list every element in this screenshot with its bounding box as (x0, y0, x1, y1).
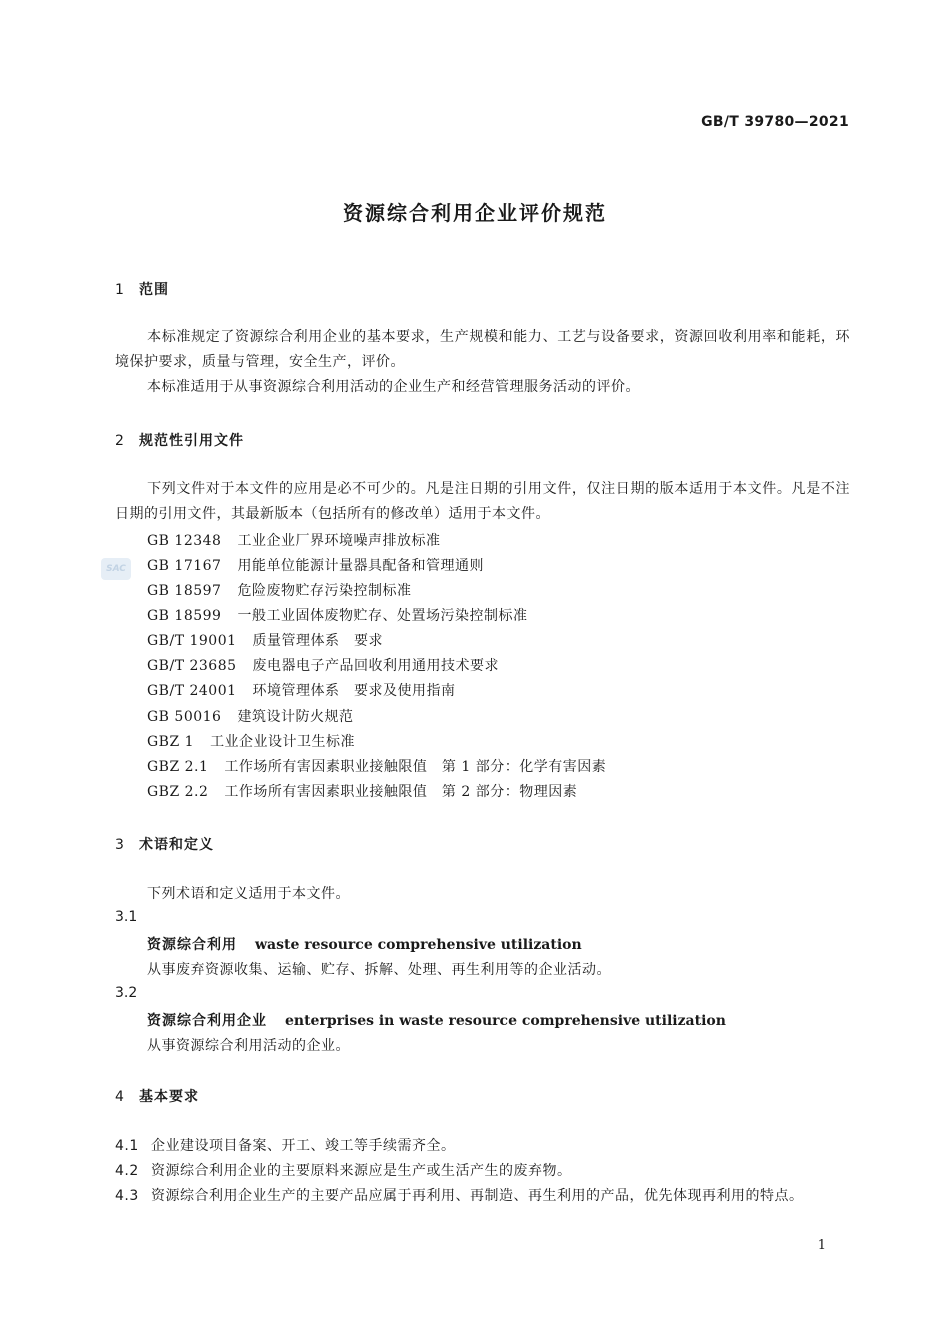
section-3-intro: 下列术语和定义适用于本文件。 (147, 886, 350, 902)
section-1-paragraph-2 (115, 375, 850, 400)
reference-item (147, 706, 353, 726)
clause-number: 4.2 (115, 1163, 139, 1179)
reference-item (147, 530, 440, 550)
term-english: enterprises in waste resource comprehensive utilization (285, 1013, 726, 1029)
section-3-heading (115, 834, 214, 854)
section-title: 基本要求 (139, 1089, 199, 1105)
section-number: 2 (115, 433, 125, 449)
sac-watermark: SAC (101, 558, 131, 580)
section-number: 3 (115, 837, 125, 853)
reference-code: GBZ 1 (147, 734, 195, 750)
reference-code: GBZ 2.2 (147, 784, 209, 800)
reference-item (147, 680, 456, 700)
paragraph-text: 本标准规定了资源综合利用企业的基本要求，生产规模和能力、工艺与设备要求，资源回收利用率和能耗，环境保护要求，质量与管理，安全生产，评价。 (115, 329, 850, 370)
reference-item (147, 630, 383, 650)
section-title: 规范性引用文件 (139, 433, 244, 449)
term-definition: 从事资源综合利用活动的企业。 (147, 1038, 350, 1054)
section-title: 术语和定义 (139, 837, 214, 853)
section-title: 范围 (139, 282, 169, 298)
term-entry (147, 934, 582, 954)
reference-code: GB 17167 (147, 558, 222, 574)
term-definition: 从事废弃资源收集、运输、贮存、拆解、处理、再生利用等的企业活动。 (147, 962, 611, 978)
term-chinese: 资源综合利用企业 (147, 1013, 267, 1029)
term-english: waste resource comprehensive utilization (255, 937, 582, 953)
standard-number: GB/T 39780—2021 (701, 114, 849, 130)
section-1-heading (115, 279, 169, 299)
document-title: 资源综合利用企业评价规范 (343, 201, 607, 225)
reference-code: GB/T 19001 (147, 633, 237, 649)
reference-title: 建筑设计防火规范 (237, 709, 354, 725)
term-entry (147, 1010, 726, 1030)
clause-4-2 (115, 1160, 572, 1180)
reference-code: GB 18599 (147, 608, 222, 624)
term-number: 3.2 (115, 985, 138, 1001)
paragraph-text: 本标准适用于从事资源综合利用活动的企业生产和经营管理服务活动的评价。 (147, 379, 640, 395)
reference-title: 危险废物贮存污染控制标准 (237, 583, 412, 599)
reference-code: GB 18597 (147, 583, 222, 599)
clause-4-1 (115, 1135, 456, 1155)
reference-title: 废电器电子产品回收利用通用技术要求 (252, 658, 500, 674)
reference-item (147, 605, 527, 625)
reference-title: 质量管理体系 要求 (252, 633, 384, 649)
reference-item (147, 655, 499, 675)
reference-item (147, 580, 411, 600)
reference-title: 工业企业厂界环境噪声排放标准 (237, 533, 441, 549)
reference-code: GB/T 23685 (147, 658, 237, 674)
reference-title: 用能单位能源计量器具配备和管理通则 (237, 558, 484, 574)
clause-text: 企业建设项目备案、开工、竣工等手续需齐全。 (151, 1138, 456, 1154)
section-2-intro (115, 477, 850, 527)
reference-item (147, 781, 577, 801)
term-chinese: 资源综合利用 (147, 937, 237, 953)
reference-title: 工作场所有害因素职业接触限值 第 2 部分：物理因素 (224, 784, 578, 800)
reference-title: 工作场所有害因素职业接触限值 第 1 部分：化学有害因素 (224, 759, 607, 775)
reference-title: 一般工业固体废物贮存、处置场污染控制标准 (237, 608, 528, 624)
reference-code: GB 12348 (147, 533, 222, 549)
reference-item (147, 731, 355, 751)
clause-number: 4.3 (115, 1188, 139, 1204)
clause-text: 资源综合利用企业生产的主要产品应属于再利用、再制造、再生利用的产品，优先体现再利用的特点。 (151, 1188, 804, 1204)
reference-title: 工业企业设计卫生标准 (210, 734, 356, 750)
clause-text: 资源综合利用企业的主要原料来源应是生产或生活产生的废弃物。 (151, 1163, 572, 1179)
reference-item (147, 756, 606, 776)
clause-4-3 (115, 1184, 850, 1209)
section-2-heading (115, 430, 244, 450)
paragraph-text: 下列文件对于本文件的应用是必不可少的。凡是注日期的引用文件，仅注日期的版本适用于本文件。凡是不注日期的引用文件，其最新版本（包括所有的修改单）适用于本文件。 (115, 481, 850, 522)
page-number: 1 (817, 1238, 826, 1253)
reference-code: GB 50016 (147, 709, 222, 725)
reference-item (147, 555, 484, 575)
section-number: 4 (115, 1089, 125, 1105)
reference-title: 环境管理体系 要求及使用指南 (252, 683, 456, 699)
section-1-paragraph-1 (115, 325, 850, 375)
section-4-heading (115, 1086, 199, 1106)
reference-code: GBZ 2.1 (147, 759, 209, 775)
clause-number: 4.1 (115, 1138, 139, 1154)
reference-code: GB/T 24001 (147, 683, 237, 699)
section-number: 1 (115, 282, 125, 298)
term-number: 3.1 (115, 909, 138, 925)
